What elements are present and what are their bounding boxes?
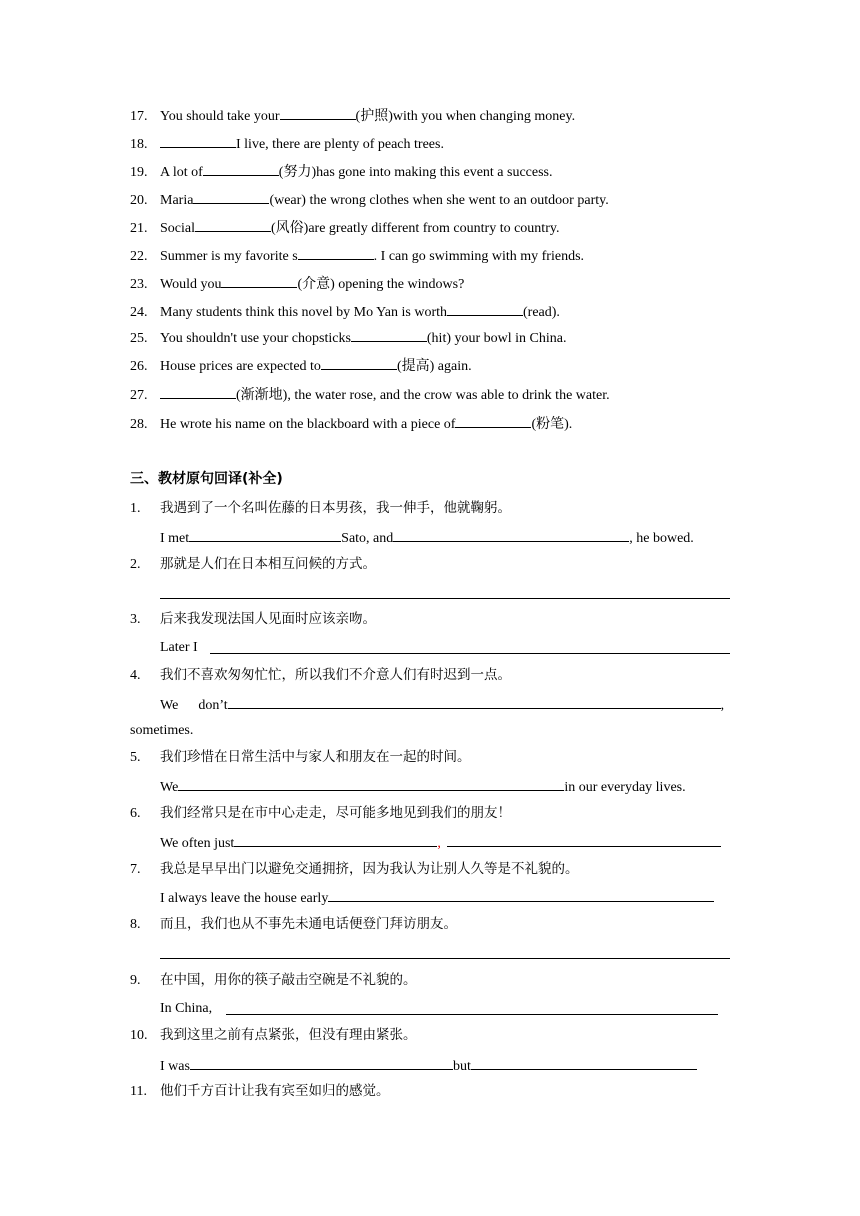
- translation-item-4: [130, 666, 730, 685]
- chinese-sentence: 而且，我们也从不事先未通电话便登门拜访朋友。: [160, 916, 457, 932]
- translation-answer-7: I always leave the house early: [130, 888, 730, 908]
- translation-item-8: [130, 915, 730, 934]
- translation-answer-4: We don’t ,: [130, 695, 730, 715]
- answer-blank[interactable]: [203, 162, 279, 176]
- answer-line[interactable]: [160, 597, 730, 599]
- question-number: 24.: [130, 305, 148, 320]
- question-number: 2.: [130, 557, 141, 572]
- question-20: 20. Maria (wear) the wrong clothes when she went to an outdoor party.: [130, 190, 730, 210]
- answer-blank[interactable]: [190, 1056, 453, 1070]
- question-27: 27. (渐渐地), the water rose, and the crow was able to drink the water.: [130, 385, 730, 405]
- question-number: 27.: [130, 388, 148, 403]
- chinese-sentence: 我们经常只是在市中心走走，尽可能多地见到我们的朋友！: [160, 805, 511, 821]
- answer-blank[interactable]: [221, 274, 297, 288]
- question-number: 1.: [130, 501, 141, 516]
- answer-blank[interactable]: [189, 528, 341, 542]
- question-number: 28.: [130, 417, 148, 432]
- chinese-sentence: 在中国，用你的筷子敲击空碗是不礼貌的。: [160, 972, 417, 988]
- answer-blank[interactable]: [351, 328, 427, 342]
- translation-answer-9: In China,: [160, 1001, 213, 1016]
- answer-blank[interactable]: [455, 414, 531, 428]
- answer-blank[interactable]: [160, 134, 236, 148]
- question-number: 23.: [130, 277, 148, 292]
- section-title: 三、教材原句回译(补全): [130, 471, 283, 487]
- question-number: 9.: [130, 973, 141, 988]
- question-24: 24. Many students think this novel by Mo Yan is worth (read).: [130, 302, 730, 322]
- translation-item-9: [130, 971, 730, 990]
- answer-blank[interactable]: [447, 302, 523, 316]
- translation-answer-1: I met Sato, and , he bowed.: [130, 528, 730, 548]
- answer-blank[interactable]: [280, 106, 356, 120]
- question-number: 19.: [130, 165, 148, 180]
- translation-answer-10: I was but: [130, 1056, 730, 1076]
- question-number: 7.: [130, 862, 141, 877]
- answer-blank[interactable]: [328, 888, 714, 902]
- translation-item-3: [130, 610, 730, 629]
- question-number: 8.: [130, 917, 141, 932]
- question-19: 19. A lot of (努力)has gone into making this event a success.: [130, 162, 730, 182]
- question-number: 18.: [130, 137, 148, 152]
- translation-item-5: [130, 748, 730, 767]
- translation-item-6: [130, 804, 730, 823]
- translation-answer-3: Later I: [160, 640, 198, 655]
- answer-blank[interactable]: [193, 190, 269, 204]
- question-26: 26. House prices are expected to (提高) again.: [130, 356, 730, 376]
- question-number: 10.: [130, 1028, 148, 1043]
- answer-blank[interactable]: [321, 356, 397, 370]
- translation-item-2: [130, 555, 730, 574]
- question-28: 28. He wrote his name on the blackboard with a piece of (粉笔).: [130, 414, 730, 434]
- translation-item-10: [130, 1026, 730, 1045]
- chinese-sentence: 我们不喜欢匆匆忙忙，所以我们不介意人们有时迟到一点。: [160, 667, 511, 683]
- answer-blank[interactable]: [195, 218, 271, 232]
- question-number: 22.: [130, 249, 148, 264]
- chinese-sentence: 我们珍惜在日常生活中与家人和朋友在一起的时间。: [160, 749, 471, 765]
- answer-line[interactable]: [210, 652, 730, 654]
- question-22: 22. Summer is my favorite s . I can go swimming with my friends.: [130, 246, 730, 266]
- answer-line[interactable]: [160, 957, 730, 959]
- answer-blank[interactable]: [447, 833, 721, 847]
- question-17: 17. You should take your (护照)with you when changing money.: [130, 106, 730, 126]
- question-number: 26.: [130, 359, 148, 374]
- question-number: 3.: [130, 612, 141, 627]
- question-25: 25. You shouldn't use your chopsticks (hit) your bowl in China.: [130, 328, 730, 348]
- translation-item-11: [130, 1082, 730, 1101]
- question-number: 17.: [130, 109, 148, 124]
- question-number: 5.: [130, 750, 141, 765]
- answer-line[interactable]: [226, 1013, 718, 1015]
- answer-blank[interactable]: [471, 1056, 697, 1070]
- translation-item-7: [130, 860, 730, 879]
- question-number: 20.: [130, 193, 148, 208]
- question-18: 18. I live, there are plenty of peach trees.: [130, 134, 730, 154]
- answer-blank[interactable]: [393, 528, 629, 542]
- translation-answer-5: We in our everyday lives.: [130, 777, 730, 797]
- chinese-sentence: 后来我发现法国人见面时应该亲吻。: [160, 611, 376, 627]
- answer-blank[interactable]: [298, 246, 374, 260]
- chinese-sentence: 他们千方百计让我有宾至如归的感觉。: [160, 1083, 390, 1099]
- question-23: 23. Would you (介意) opening the windows?: [130, 274, 730, 294]
- answer-blank[interactable]: [160, 385, 236, 399]
- question-number: 4.: [130, 668, 141, 683]
- chinese-sentence: 我遇到了一个名叫佐藤的日本男孩，我一伸手，他就鞠躬。: [160, 500, 511, 516]
- question-number: 11.: [130, 1084, 147, 1099]
- question-number: 6.: [130, 806, 141, 821]
- question-number: 25.: [130, 331, 148, 346]
- chinese-sentence: 我总是早早出门以避免交通拥挤，因为我认为让别人久等是不礼貌的。: [160, 861, 579, 877]
- translation-answer-6: We often just ,: [130, 833, 730, 853]
- answer-blank[interactable]: [234, 833, 437, 847]
- chinese-sentence: 那就是人们在日本相互问候的方式。: [160, 556, 376, 572]
- question-21: 21. Social (风俗)are greatly different from country to country.: [130, 218, 730, 238]
- question-number: 21.: [130, 221, 148, 236]
- translation-answer-4-cont: sometimes.: [130, 723, 194, 738]
- chinese-sentence: 我到这里之前有点紧张，但没有理由紧张。: [160, 1027, 417, 1043]
- answer-blank[interactable]: [228, 695, 721, 709]
- answer-blank[interactable]: [178, 777, 564, 791]
- translation-item-1: [130, 499, 730, 518]
